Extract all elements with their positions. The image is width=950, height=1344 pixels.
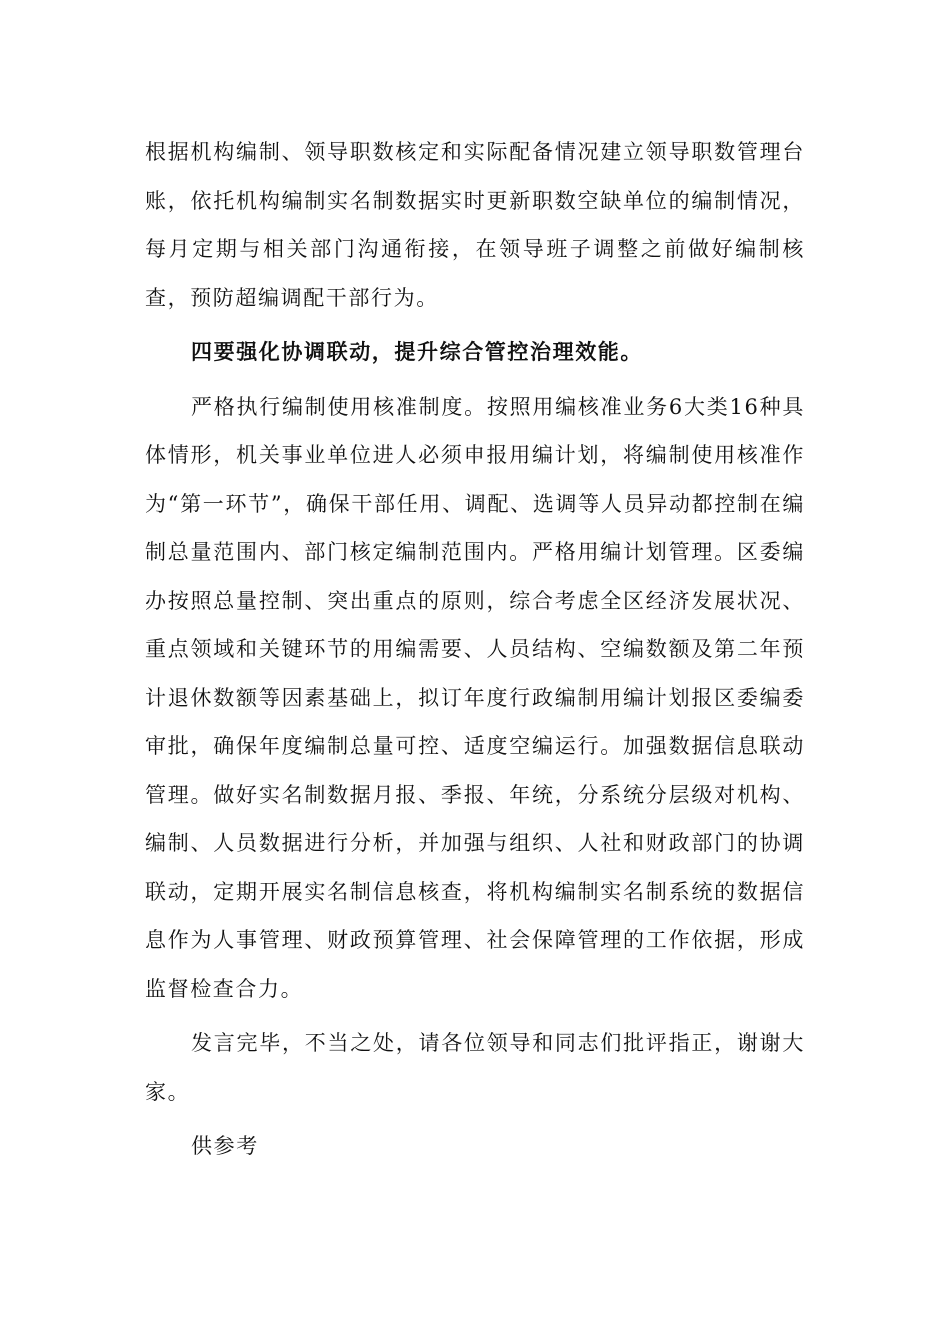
body-paragraph: 严格执行编制使用核准制度。按照用编核准业务6大类16种具体情形，机关事业单位进人必须申报用编计划，将编制使用核准作为“第一环节”，确保干部任用、调配、选调等人员异动都控制在编制总量范围内、部门核定编制范围内。严格用编计划管理。区委编办按照总量控制、突出重点的原则，综合考虑全区经济发展状况、重点领域和关键环节的用编需要、人员结构、空编数额及第二年预计退休数额等因素基础上，拟订年度行政编制用编计划报区委编委审批，确保年度编制总量可控、适度空编运行。加强数据信息联动管理。做好实名制数据月报、季报、年统，分系统分层级对机构、编制、人员数据进行分析，并加强与组织、人社和财政部门的协调联动，定期开展实名制信息核查，将机构编制实名制系统的数据信息作为人事管理、财政预算管理、社会保障管理的工作依据，形成监督检查合力。 (145, 394, 805, 1001)
closing-paragraph: 发言完毕，不当之处，请各位领导和同志们批评指正，谢谢大家。 (145, 1031, 805, 1104)
body-paragraph-continuation: 根据机构编制、领导职数核定和实际配备情况建立领导职数管理台账，依托机构编制实名制数据实时更新职数空缺单位的编制情况，每月定期与相关部门沟通衔接，在领导班子调整之前做好编制核查，预防超编调配干部行为。 (145, 140, 805, 310)
document-page (145, 128, 805, 1171)
section-heading: 四要强化协调联动，提升综合管控治理效能。 (191, 339, 643, 364)
reference-note: 供参考 (191, 1134, 259, 1158)
